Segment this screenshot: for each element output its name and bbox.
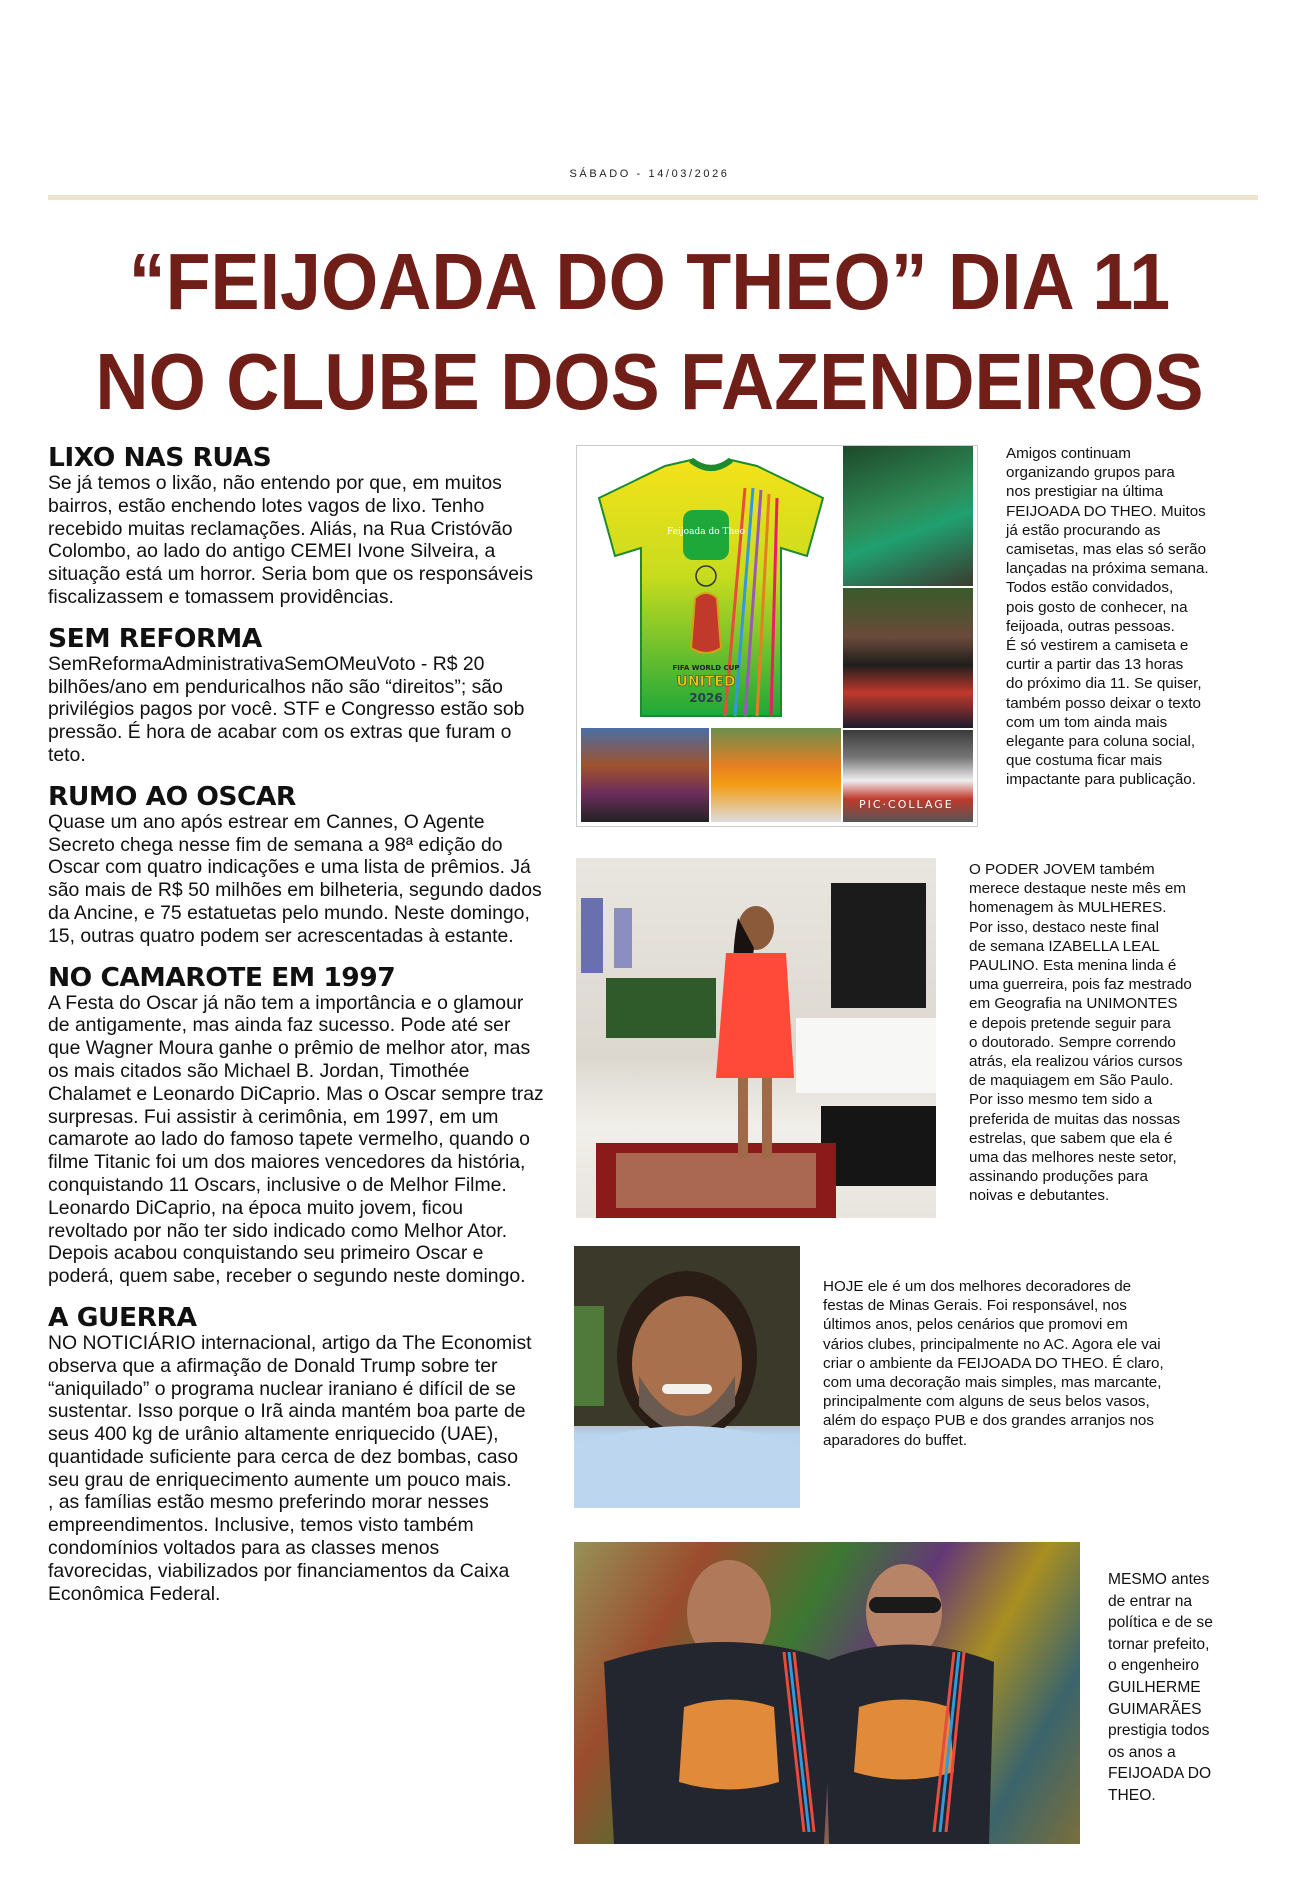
section-title: A GUERRA	[48, 1302, 197, 1333]
section-title: NO CAMAROTE EM 1997	[48, 962, 396, 993]
photo-collage	[576, 445, 978, 827]
section-guerra	[48, 1304, 548, 1606]
photo-izabella	[576, 858, 936, 1218]
left-column	[48, 444, 548, 1621]
section-camarote	[48, 964, 548, 1288]
section-title: LIXO NAS RUAS	[48, 443, 272, 473]
shirt-united-text: UNITED	[676, 674, 736, 690]
header-rule	[48, 195, 1258, 200]
group-photo-trio	[843, 588, 973, 728]
decorator-portrait	[574, 1246, 800, 1508]
section-reforma	[48, 625, 548, 767]
section-body: Se já temos o lixão, não entendo por que, em muitos bairros, estão enchendo lotes vagos de lixo. Tenho recebido muitas reclamações. Aliás, na Rua Cristóvão Colombo, ao lado do antigo CEMEI Ivone Silveira, a situação está um horror. Seria bom que os responsáveis fiscalizassem e tomassem providências.	[48, 472, 534, 608]
section-title: SEM REFORMA	[48, 623, 262, 654]
caption-izabella: O PODER JOVEM também merece destaque neste mês em homenagem às MULHERES. Por isso, destaco neste final de semana IZABELLA LEAL PAULINO. Esta menina linda é uma guerreira, pois faz mestrado em Geografia na UNIMONTES e depois pretende seguir para o doutorado. Sempre correndo atrás, ela realizou vários cursos de maquiagem em São Paulo. Por isso mesmo tem sido a preferida de muitas das nossas estrelas, que sabem que ela é uma das melhores neste setor, assinando produções para noivas e debutantes.	[969, 861, 1192, 1205]
section-lixo	[48, 444, 548, 609]
dateline: SÁBADO - 14/03/2026	[569, 168, 730, 180]
main-headline	[52, 232, 1247, 432]
group-photo-green-shirts	[843, 446, 973, 586]
section-oscar	[48, 783, 548, 948]
caption-collage: Amigos continuam organizando grupos para nos prestigiar na última FEIJOADA DO THEO. Muitos já estão procurando as camisetas, mas elas só serão lançadas na próxima semana. Todos estão convidados, pois gosto de conhecer, na feijoada, outras pessoas. É só vestirem a camiseta e curtir a partir das 13 horas do próximo dia 11. Se quiser, também posso deixar o texto com um tom ainda mais elegante para coluna social, que costuma ficar mais impactante para publicação.	[1006, 445, 1209, 789]
group-photo-orange-shirts	[711, 728, 841, 822]
shirt-year-text: 2026	[689, 691, 723, 705]
headline-line-1: “FEIJOADA DO THEO” DIA 11	[128, 237, 1171, 326]
caption-guilherme: MESMO antes de entrar na política e de se tornar prefeito, o engenheiro GUILHERME GUIMARÃES prestigia todos os anos a FEIJOADA DO THEO.	[1108, 1571, 1213, 1804]
group-photo-women	[581, 728, 709, 822]
headline-line-2: NO CLUBE DOS FAZENDEIROS	[95, 337, 1204, 426]
pic-collage-watermark: PIC·COLLAGE	[859, 798, 954, 811]
shirt-event-text: FIFA WORLD CUP	[672, 664, 740, 672]
section-title: RUMO AO OSCAR	[48, 781, 296, 812]
izabella-scene	[576, 858, 936, 1218]
photo-decorator	[574, 1246, 800, 1508]
section-body: A Festa do Oscar já não tem a importância e o glamour de antigamente, mas ainda faz sucesso. Pode até ser que Wagner Moura ganhe o prêmio de melhor ator, mas os mais citados são Michael B. Jordan, Timothée Chalamet e Leonardo DiCaprio. Mas o Oscar sempre traz surpresas. Fui assistir à cerimônia, em 1997, em um camarote ao lado do famoso tapete vermelho, quando o filme Titanic foi um dos maiores vencedores da história, conquistando 11 Oscars, inclusive o de Melhor Filme. Leonardo DiCaprio, na época muito jovem, ficou revoltado por não ter sido indicado como Melhor Ator. Depois acabou conquistando seu primeiro Oscar e poderá, quem sabe, receber o segundo neste domingo.	[48, 991, 544, 1288]
photo-guilherme	[574, 1542, 1080, 1844]
section-body: Quase um ano após estrear em Cannes, O Agente Secreto chega nesse fim de semana a 98ª edição do Oscar com quatro indicações e uma lista de prêmios. Já são mais de R$ 50 milhões em bilheteria, segundo dados da Ancine, e 75 estatuetas pelo mundo. Neste domingo, 15, outras quatro podem ser acrescentadas à estante.	[48, 810, 542, 947]
guilherme-scene	[574, 1542, 1080, 1844]
shirt-logo-text: Feijoada do Theo	[666, 527, 746, 537]
section-body: NO NOTICIÁRIO internacional, artigo da The Economist observa que a afirmação de Donald Trump sobre ter “aniquilado” o programa nuclear iraniano é difícil de se sustentar. Isso porque o Irã ainda mantém boa parte de seus 400 kg de urânio altamente enriquecido (UAE), quantidade suficiente para cerca de dez bombas, caso seu grau de enriquecimento aumente um pouco mais. , as famílias estão mesmo preferindo morar nesses empreendimentos. Inclusive, temos visto também condomínios voltados para as classes menos favorecidas, viabilizados por financiamentos da Caixa Econômica Federal.	[48, 1331, 532, 1605]
shirt-image	[581, 446, 841, 726]
tshirt-graphic	[595, 458, 827, 720]
section-body: SemReformaAdministrativaSemOMeuVoto - R$ 20 bilhões/ano em penduricalhos não são “direitos”; são privilégios pagos por você. STF e Congresso estão sob pressão. É hora de acabar com os extras que furam o teto.	[48, 652, 525, 766]
caption-decorator: HOJE ele é um dos melhores decoradores de festas de Minas Gerais. Foi responsável, nos últimos anos, pelos cenários que promovi em vários clubes, principalmente no AC. Agora ele vai criar o ambiente da FEIJOADA DO THEO. É claro, com uma decoração mais simples, mas marcante, principalmente com alguns de seus belos vasos, além do espaço PUB e dos grandes arranjos nos aparadores do buffet.	[823, 1278, 1164, 1449]
